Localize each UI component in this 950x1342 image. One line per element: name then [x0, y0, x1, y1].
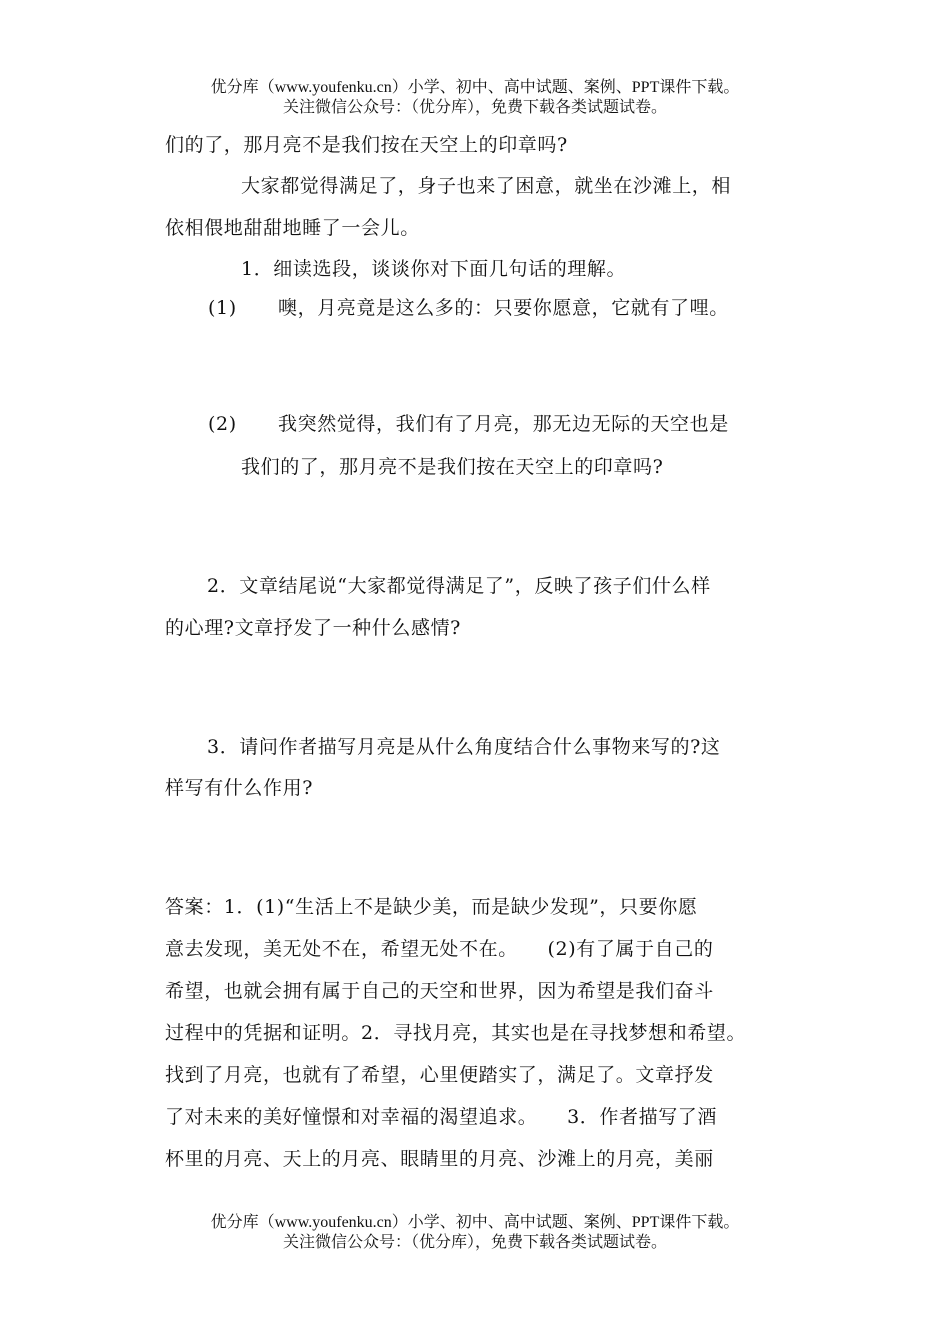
footer-line-1: 优分库（www.youfenku.cn）小学、初中、高中试题、案例、PPT课件下载。 — [210, 1214, 740, 1231]
page-header — [0, 78, 950, 118]
header-line-1: 优分库（www.youfenku.cn）小学、初中、高中试题、案例、PPT课件下载。 — [210, 79, 740, 96]
question-1-sub-2-text: 我突然觉得，我们有了月亮，那无边无际的天空也是 — [278, 413, 729, 435]
question-3-line-1: 3．请问作者描写月亮是从什么角度结合什么事物来写的?这 — [207, 736, 721, 758]
question-1-sub-2-number: (2) — [208, 413, 237, 435]
answer-line-3: 希望，也就会拥有属于自己的天空和世界，因为希望是我们奋斗 — [165, 980, 714, 1002]
answer-line-5: 找到了月亮，也就有了希望，心里便踏实了，满足了。文章抒发 — [165, 1064, 714, 1086]
question-1-sub-1-number: (1) — [208, 297, 237, 319]
page-footer — [0, 1213, 950, 1253]
answer-line-4: 过程中的凭据和证明。2．寻找月亮，其实也是在寻找梦想和希望。 — [165, 1022, 747, 1044]
question-1-sub-1-text: 噢，月亮竟是这么多的：只要你愿意，它就有了哩。 — [278, 297, 729, 319]
question-2-line-1: 2．文章结尾说“大家都觉得满足了”，反映了孩子们什么样 — [207, 575, 711, 597]
header-line-2: 关注微信公众号：（优分库），免费下载各类试题试卷。 — [282, 99, 667, 116]
passage-line-2: 大家都觉得满足了，身子也来了困意，就坐在沙滩上，相 — [241, 175, 732, 197]
answer-line-6: 了对未来的美好憧憬和对幸福的渴望追求。 3．作者描写了酒 — [165, 1106, 717, 1128]
answer-line-1: 答案：1．(1)“生活上不是缺少美，而是缺少发现”，只要你愿 — [165, 896, 698, 918]
answer-line-7: 杯里的月亮、天上的月亮、眼睛里的月亮、沙滩上的月亮，美丽 — [165, 1148, 714, 1170]
question-3-line-2: 样写有什么作用? — [165, 777, 313, 799]
passage-line-3: 依相偎地甜甜地睡了一会儿。 — [165, 217, 420, 239]
passage-line-1: 们的了，那月亮不是我们按在天空上的印章吗? — [165, 134, 568, 156]
footer-line-2: 关注微信公众号：（优分库），免费下载各类试题试卷。 — [282, 1234, 667, 1251]
answer-line-2: 意去发现，美无处不在，希望无处不在。 (2)有了属于自己的 — [165, 938, 714, 960]
question-2-line-2: 的心理?文章抒发了一种什么感情? — [165, 617, 461, 639]
question-1-sub-2-text-continued: 我们的了，那月亮不是我们按在天空上的印章吗? — [241, 456, 664, 478]
question-1-title: 1．细读选段，谈谈你对下面几句话的理解。 — [241, 258, 627, 280]
